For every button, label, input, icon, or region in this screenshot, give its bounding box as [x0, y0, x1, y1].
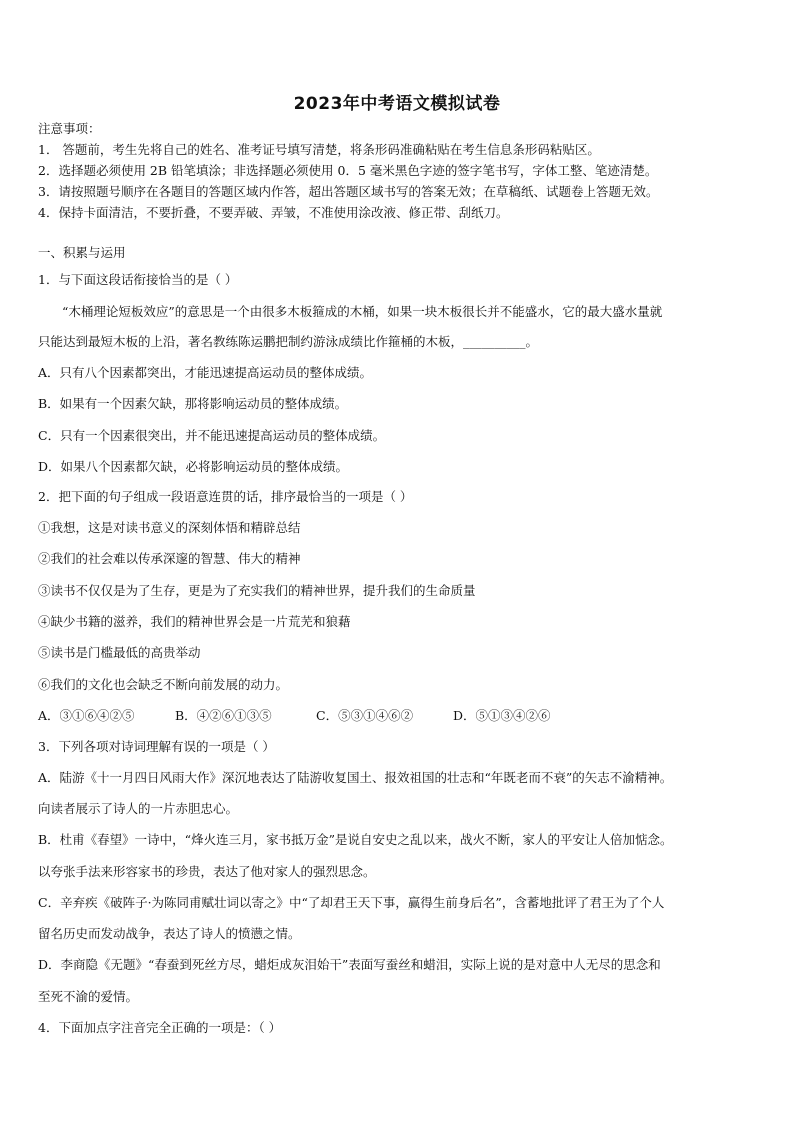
- option-line: 至死不渝的爱情。: [38, 989, 139, 1004]
- sentence-item: ⑤读书是门槛最低的高贵举动: [38, 645, 201, 660]
- sentence-item: ⑥我们的文化也会缺乏不断向前发展的动力。: [38, 677, 289, 692]
- option-line: 向读者展示了诗人的一片赤胆忠心。: [38, 801, 239, 816]
- passage-line: 只能达到最短木板的上沿，著名教练陈运鹏把制约游泳成绩比作箍桶的木板，__________。: [38, 334, 539, 349]
- notice-item: 3．请按照题号顺序在各题目的答题区域内作答，超出答题区域书写的答案无效；在草稿纸、试题卷上答题无效。: [38, 184, 659, 199]
- sentence-item: ①我想，这是对读书意义的深刻体悟和精辟总结: [38, 520, 301, 535]
- answer-option: D．如果八个因素都欠缺，必将影响运动员的整体成绩。: [38, 459, 349, 474]
- answer-option: B．如果有一个因素欠缺，那将影响运动员的整体成绩。: [38, 396, 348, 411]
- sentence-item: ④缺少书籍的滋养，我们的精神世界会是一片荒芜和狼藉: [38, 614, 351, 629]
- option-line: A．陆游《十一月四日风雨大作》深沉地表达了陆游收复国土、报效祖国的壮志和“年既老而不衰”的矢志不渝精神。: [38, 770, 673, 785]
- answer-option: A．③①⑥④②⑤: [38, 708, 135, 723]
- option-line: B．杜甫《春望》一诗中，“烽火连三月，家书抵万金”是说自安史之乱以来，战火不断，家人的平安让人倍加惦念。: [38, 832, 673, 847]
- option-line: 以夸张手法来形容家书的珍贵，表达了他对家人的强烈思念。: [38, 864, 376, 879]
- option-line: D．李商隐《无题》“春蚕到死丝方尽，蜡炬成灰泪始干”表面写蚕丝和蜡泪，实际上说的是对意中人无尽的思念和: [38, 957, 661, 972]
- notice-heading: 注意事项：: [38, 121, 101, 136]
- question-stem: 2．把下面的句子组成一段语意连贯的话，排序最恰当的一项是（ ）: [38, 489, 413, 504]
- notice-item: 4．保持卡面清洁，不要折叠，不要弄破、弄皱，不准使用涂改液、修正带、刮纸刀。: [38, 205, 509, 220]
- option-line: C．辛弃疾《破阵子·为陈同甫赋壮词以寄之》中“了却君王天下事，赢得生前身后名”，含蓄地批评了君王为了个人: [38, 895, 665, 910]
- answer-option: C．只有一个因素很突出，并不能迅速提高运动员的整体成绩。: [38, 428, 386, 443]
- answer-option: B．④②⑥①③⑤: [175, 708, 272, 723]
- notice-item: 1． 答题前，考生先将自己的姓名、准考证号填写清楚，将条形码准确粘贴在考生信息条形码粘贴区。: [38, 142, 600, 157]
- page-title: 2023年中考语文模拟试卷: [293, 94, 501, 114]
- answer-option: A．只有八个因素都突出，才能迅速提高运动员的整体成绩。: [38, 365, 373, 380]
- answer-option: C．⑤③①④⑥②: [316, 708, 414, 723]
- question-stem: 1．与下面这段话衔接恰当的是（ ）: [38, 272, 238, 287]
- question-stem: 4．下面加点字注音完全正确的一项是：（ ）: [38, 1020, 282, 1035]
- passage-line: “木桶理论短板效应”的意思是一个由很多木板箍成的木桶，如果一块木板很长并不能盛水，它的最大盛水量就: [62, 304, 663, 319]
- answer-option: D．⑤①③④②⑥: [453, 708, 551, 723]
- notice-item: 2．选择题必须使用 2B 铅笔填涂；非选择题必须使用 0．5 毫米黑色字迹的签字笔书写，字体工整、笔迹清楚。: [38, 163, 658, 178]
- section-heading: 一、积累与运用: [38, 245, 126, 260]
- question-stem: 3．下列各项对诗词理解有误的一项是（ ）: [38, 739, 275, 754]
- sentence-item: ③读书不仅仅是为了生存，更是为了充实我们的精神世界，提升我们的生命质量: [38, 583, 476, 598]
- option-line: 留名历史而发动战争，表达了诗人的愤懑之情。: [38, 926, 301, 941]
- sentence-item: ②我们的社会难以传承深邃的智慧、伟大的精神: [38, 551, 301, 566]
